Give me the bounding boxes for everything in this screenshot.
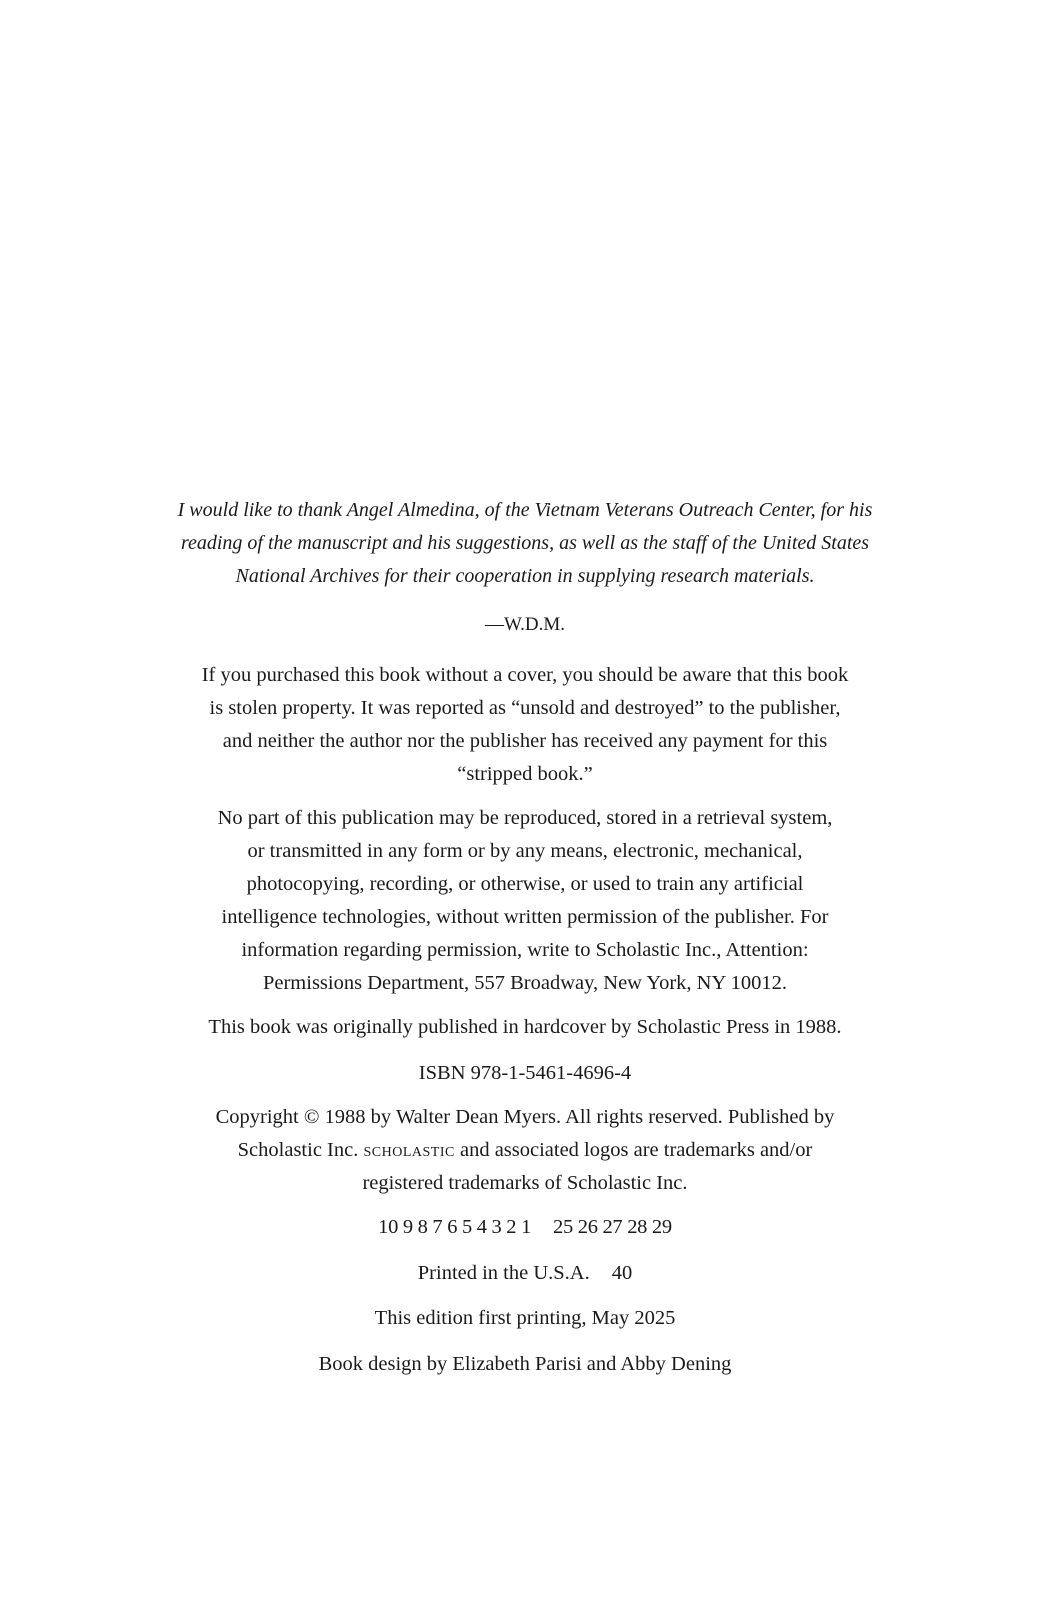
notice-line: If you purchased this book without a cover, you should be aware that this book [201,664,849,686]
acknowledgment-line: National Archives for their cooperation in supplying research materials. [235,565,815,587]
rights-line: or transmitted in any form or by any means, electronic, mechanical, [247,840,803,862]
print-years: 25 26 27 28 29 [553,1216,672,1238]
rights-line: No part of this publication may be reproduced, stored in a retrieval system, [217,807,833,829]
rights-line: information regarding permission, write to Scholastic Inc., Attention: [241,939,809,961]
rights-line: intelligence technologies, without written permission of the publisher. For [221,906,829,928]
edition-printing: This edition first printing, May 2025 [374,1307,676,1329]
printed-in [100,1257,950,1290]
copyright-line: Copyright © 1988 by Walter Dean Myers. All rights reserved. Published by [215,1106,835,1128]
copyright-notice [100,1101,950,1200]
rights-line: Permissions Department, 557 Broadway, New York, NY 10012. [262,972,788,994]
copyright-line: Scholastic Inc. scholastic and associated logos are trademarks and/or [237,1139,813,1161]
original-publication: This book was originally published in hardcover by Scholastic Press in 1988. [208,1016,842,1038]
acknowledgment-line: reading of the manuscript and his suggestions, as well as the staff of the United States [180,532,870,554]
rights-line: photocopying, recording, or otherwise, or used to train any artificial [246,873,804,895]
author-signature: —W.D.M. [484,614,566,635]
notice-line: is stolen property. It was reported as “unsold and destroyed” to the publisher, [209,697,841,719]
printer-code: 40 [611,1262,633,1284]
trademark-name: scholastic [363,1139,455,1161]
notice-line: “stripped book.” [457,763,593,785]
copyright-line: registered trademarks of Scholastic Inc. [362,1172,688,1194]
acknowledgment-line: I would like to thank Angel Almedina, of the Vietnam Veterans Outreach Center, for his [177,499,873,521]
printing-numbers [100,1211,950,1244]
stripped-book-notice [100,659,950,791]
print-line-numbers: 10 9 8 7 6 5 4 3 2 1 [378,1216,532,1238]
rights-notice [100,802,950,1000]
notice-line: and neither the author nor the publisher has received any payment for this [222,730,828,752]
printed-country: Printed in the U.S.A. [417,1262,590,1284]
acknowledgment [100,494,950,593]
design-credit: Book design by Elizabeth Parisi and Abby Dening [318,1353,732,1375]
isbn: ISBN 978-1-5461-4696-4 [418,1062,632,1084]
